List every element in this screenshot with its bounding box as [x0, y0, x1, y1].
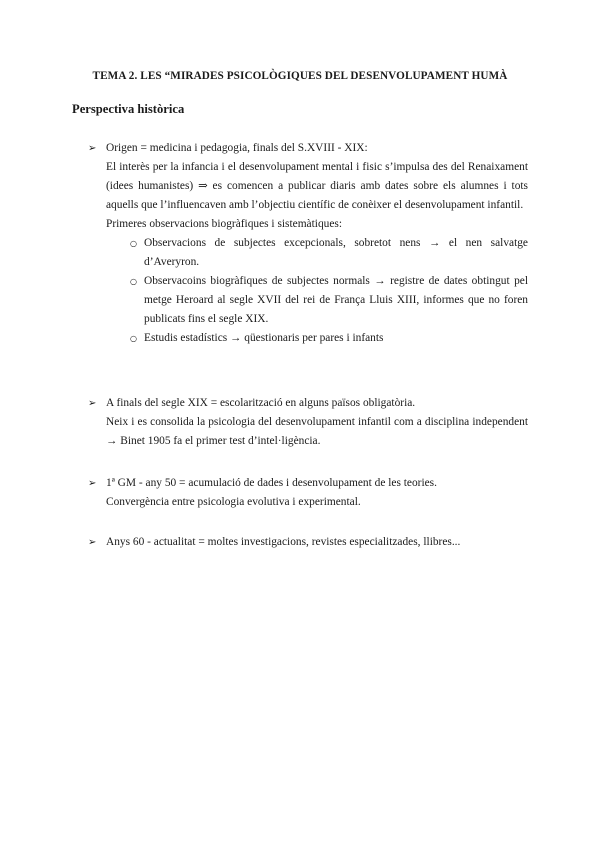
list-item-segle-xix — [88, 394, 528, 451]
list-item-origen — [88, 139, 528, 348]
arrow-bullet-icon: ➢ — [88, 143, 97, 154]
sub-item-text: Estudis estadístics → qüestionaris per pares i infants — [144, 332, 384, 344]
sub-item-text: Observacions de subjectes excepcionals, sobretot nens → el nen salvatge d’Averyron. — [144, 237, 528, 268]
arrow-bullet-icon: ➢ — [88, 478, 97, 489]
document-title: TEMA 2. LES “MIRADES PSICOLÒGIQUES DEL DESENVOLUPAMENT HUMÀ — [92, 70, 508, 82]
item-heading: Origen = medicina i pedagogia, finals del S.XVIII - XIX: — [106, 142, 368, 154]
item-paragraph: Neix i es consolida la psicologia del desenvolupament infantil com a disciplina independent → Binet 1905 fa el primer test d’intel·ligència. — [106, 416, 528, 447]
arrow-bullet-icon: ➢ — [88, 398, 97, 409]
circle-bullet-icon: ○ — [130, 239, 137, 248]
sub-list-item — [120, 329, 528, 348]
list-item-actualitat — [88, 533, 528, 552]
list-item-primera-gm — [88, 474, 528, 512]
item-paragraph: Convergència entre psicologia evolutiva i experimental. — [106, 496, 361, 508]
circle-bullet-icon: ○ — [130, 334, 137, 343]
item-paragraph: El interès per la infancia i el desenvolupament mental i fisic s’impulsa des del Renaixament (idees humanistes) ⇒ es comencen a publicar diaris amb dates sobre els alumnes i tots aquells que l’influencaven amb l’objectiu científic de conèixer el desenvolupament infantil. — [106, 161, 528, 211]
arrow-bullet-icon: ➢ — [88, 537, 97, 548]
item-heading: Anys 60 - actualitat = moltes investigacions, revistes especialitzades, llibres... — [106, 536, 461, 548]
item-heading: A finals del segle XIX = escolarització en alguns països obligatòria. — [106, 397, 416, 409]
section-heading: Perspectiva històrica — [72, 102, 185, 116]
item-heading: 1ª GM - any 50 = acumulació de dades i desenvolupament de les teories. — [106, 477, 437, 489]
circle-bullet-icon: ○ — [130, 277, 137, 286]
item-subheading: Primeres observacions biogràfiques i sistemàtiques: — [106, 218, 342, 230]
sub-list-item — [120, 272, 528, 329]
sub-list-item — [120, 234, 528, 272]
sub-item-text: Observacoins biogràfiques de subjectes normals → registre de dates obtingut pel metge Heroard al segle XVII del rei de França Lluis XIII, informes que no foren publicats fins el segle XIX. — [144, 275, 528, 325]
